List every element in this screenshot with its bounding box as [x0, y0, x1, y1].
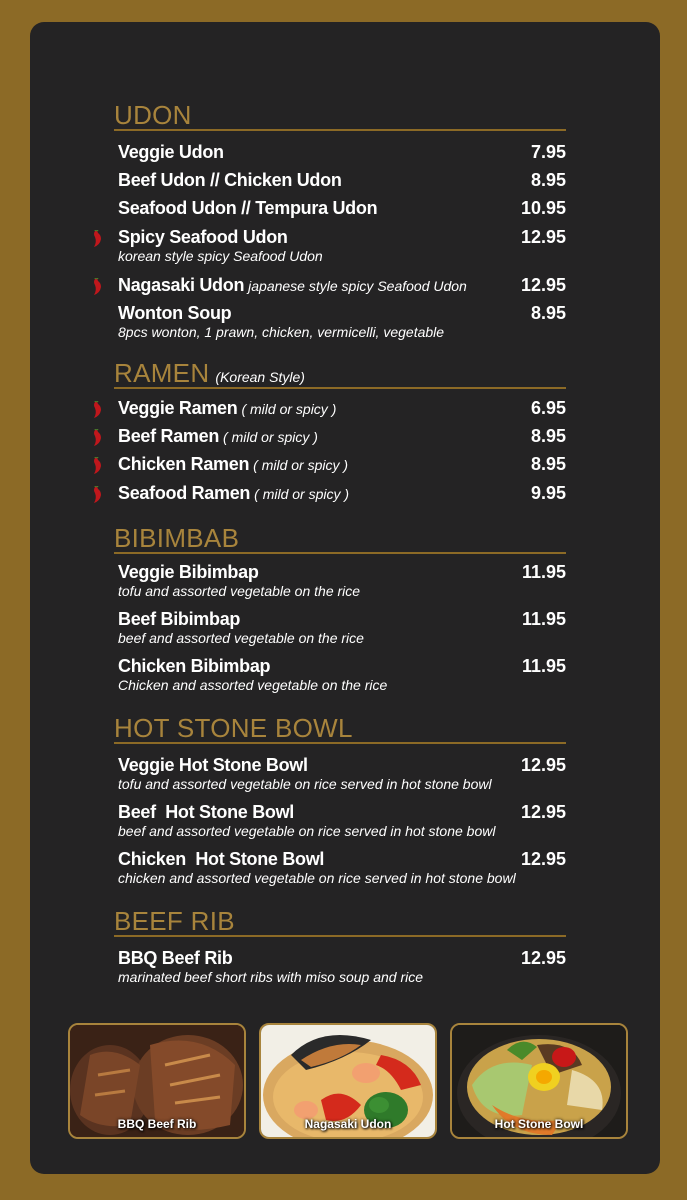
menu-item — [118, 947, 566, 986]
item-price: 11.95 — [521, 609, 566, 629]
item-name: Seafood Ramen — [118, 483, 251, 503]
photo-caption: Nagasaki Udon — [304, 1117, 392, 1131]
chili-pepper-icon — [90, 401, 104, 419]
item-price: 8.95 — [530, 303, 566, 323]
item-note: ( mild or spicy ) — [241, 401, 337, 417]
menu-item — [118, 169, 566, 191]
item-name: Seafood Udon // Tempura Udon — [118, 198, 378, 218]
item-name: Chicken Hot Stone Bowl — [118, 849, 325, 869]
item-name: Veggie Udon — [118, 142, 224, 162]
item-price: 8.95 — [530, 170, 566, 190]
menu-item — [118, 848, 566, 887]
section-title-beef-rib: BEEF RIB — [114, 908, 566, 937]
section-title-hot-stone-bowl: HOT STONE BOWL — [114, 715, 566, 744]
menu-item — [118, 801, 566, 840]
menu-item — [118, 397, 566, 419]
item-name: Nagasaki Udon — [118, 275, 245, 295]
menu-item — [118, 453, 566, 475]
menu-item — [118, 274, 566, 296]
item-name: Chicken Ramen — [118, 454, 250, 474]
item-name: Veggie Bibimbap — [118, 562, 259, 582]
section-subtitle: (Korean Style) — [215, 369, 305, 385]
chili-pepper-icon — [90, 457, 104, 475]
item-description: beef and assorted vegetable on the rice — [118, 630, 364, 646]
item-description: chicken and assorted vegetable on rice served in hot stone bowl — [118, 870, 516, 886]
item-note: ( mild or spicy ) — [254, 486, 350, 502]
item-note: ( mild or spicy ) — [253, 457, 349, 473]
chili-pepper-icon — [90, 278, 104, 296]
photo-hot-stone-bowl — [450, 1023, 628, 1139]
menu-item — [118, 197, 566, 219]
photo-bbq-beef-rib — [68, 1023, 246, 1139]
item-name: Veggie Ramen — [118, 398, 238, 418]
item-price: 12.95 — [520, 802, 566, 822]
menu-item — [118, 226, 566, 265]
chili-pepper-icon — [90, 230, 104, 248]
photo-caption: Hot Stone Bowl — [494, 1117, 584, 1131]
item-description: marinated beef short ribs with miso soup and rice — [118, 969, 424, 985]
menu-item — [118, 302, 566, 341]
menu-item — [118, 141, 566, 163]
item-price: 12.95 — [520, 275, 566, 295]
item-price: 8.95 — [530, 454, 566, 474]
item-description: korean style spicy Seafood Udon — [118, 248, 323, 264]
item-price: 9.95 — [530, 483, 566, 503]
photo-nagasaki-udon — [259, 1023, 437, 1139]
item-price: 12.95 — [520, 227, 566, 247]
menu-item — [118, 655, 566, 694]
item-description: tofu and assorted vegetable on rice served in hot stone bowl — [118, 776, 492, 792]
item-name: BBQ Beef Rib — [118, 948, 233, 968]
section-title-udon: UDON — [114, 102, 566, 131]
section-title-bibimbab: BIBIMBAB — [114, 525, 566, 554]
item-name: Spicy Seafood Udon — [118, 227, 288, 247]
menu-item — [118, 561, 566, 600]
item-price: 8.95 — [530, 426, 566, 446]
item-name: Chicken Bibimbap — [118, 656, 271, 676]
item-price: 6.95 — [530, 398, 566, 418]
item-name: Wonton Soup — [118, 303, 232, 323]
chili-pepper-icon — [90, 486, 104, 504]
item-note: japanese style spicy Seafood Udon — [248, 278, 467, 294]
item-name: Beef Bibimbap — [118, 609, 241, 629]
section-title-ramen: RAMEN (Korean Style) — [114, 360, 566, 389]
item-description: beef and assorted vegetable on rice served in hot stone bowl — [118, 823, 496, 839]
menu-item — [118, 754, 566, 793]
item-price: 12.95 — [520, 755, 566, 775]
item-price: 10.95 — [520, 198, 566, 218]
menu-item — [118, 608, 566, 647]
menu-item — [118, 425, 566, 447]
item-description: 8pcs wonton, 1 prawn, chicken, vermicelli, vegetable — [118, 324, 445, 340]
menu-item — [118, 482, 566, 504]
item-price: 11.95 — [521, 562, 566, 582]
item-note: ( mild or spicy ) — [223, 429, 318, 445]
item-price: 12.95 — [520, 948, 566, 968]
item-name: Veggie Hot Stone Bowl — [118, 755, 308, 775]
chili-pepper-icon — [90, 429, 104, 447]
item-description: Chicken and assorted vegetable on the rice — [118, 677, 388, 693]
item-description: tofu and assorted vegetable on the rice — [118, 583, 361, 599]
item-name: Beef Hot Stone Bowl — [118, 802, 295, 822]
item-price: 11.95 — [521, 656, 566, 676]
item-name: Beef Ramen — [118, 426, 220, 446]
item-price: 12.95 — [520, 849, 566, 869]
item-price: 7.95 — [530, 142, 566, 162]
photo-caption: BBQ Beef Rib — [117, 1117, 197, 1131]
item-name: Beef Udon // Chicken Udon — [118, 170, 342, 190]
